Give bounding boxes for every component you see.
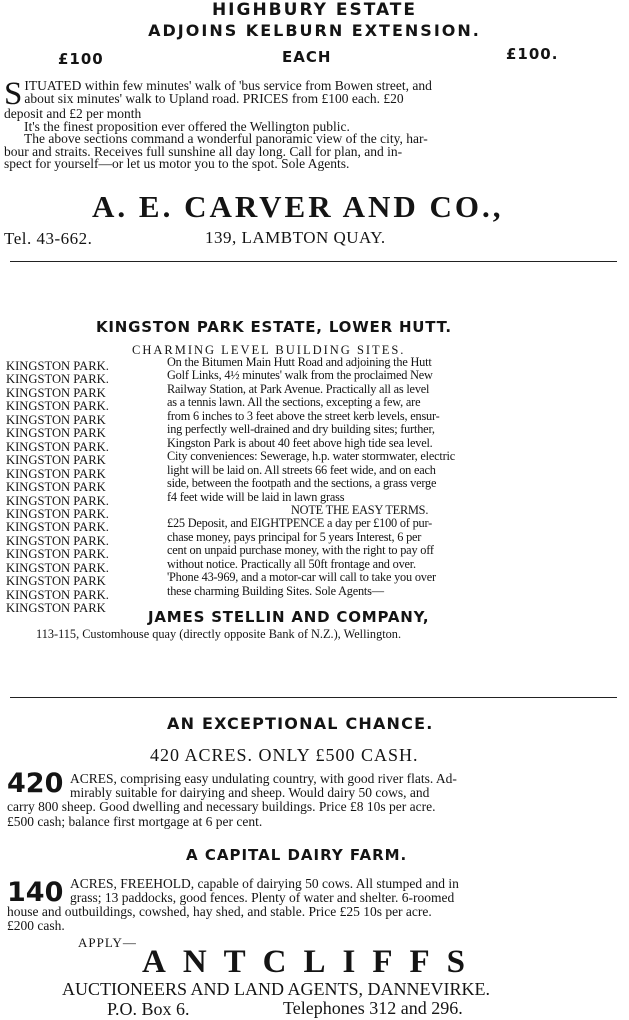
exceptional-line: carry 800 sheep. Good dwelling and necessary buildings. Price £8 10s per acre. (7, 799, 436, 814)
desc-line: City conveniences: Sewerage, h.p. water stormwater, electric (167, 449, 455, 464)
apply-label: APPLY— (78, 935, 137, 950)
desc-line: £25 Deposit, and EIGHTPENCE a day per £100 of pur- (167, 516, 433, 531)
list-item: KINGSTON PARK (6, 574, 106, 589)
list-item: KINGSTON PARK. (6, 587, 109, 602)
desc-line: NOTE THE EASY TERMS. (291, 502, 429, 517)
dairy-line: house and outbuildings, cowshed, hay shed, and stable. Price £25 10s per acre. (7, 904, 432, 919)
antcliffs-agent-name: ANTCLIFFS (142, 944, 483, 980)
desc-line: On the Bitumen Main Hutt Road and adjoining the Hutt (167, 355, 432, 369)
desc-line: ing perfectly well-drained and dry building sites; further, (167, 422, 435, 437)
kingston-left-list (6, 360, 109, 616)
stellin-address: 113-115, Customhouse quay (directly opposite Bank of N.Z.), Wellington. (36, 627, 402, 641)
highbury-title: HIGHBURY ESTATE (211, 0, 418, 20)
desc-line: It's the finest proposition ever offered the Wellington public. (24, 118, 350, 134)
carver-address: 139, LAMBTON QUAY. (205, 228, 386, 247)
price-left: £100 (58, 50, 104, 68)
desc-line: from 6 inches to 3 feet above the street kerb levels, ensur- (167, 408, 440, 423)
dairy-line: ACRES, FREEHOLD, capable of dairying 50 cows. All stumped and in (70, 876, 459, 891)
list-item: KINGSTON PARK (6, 426, 106, 441)
dairy-line: £200 cash. (7, 918, 65, 933)
drop-cap: S (4, 76, 23, 112)
desc-line: f4 feet wide will be laid in lawn grass (167, 489, 345, 504)
desc-line: 'Phone 43-969, and a motor-car will call to take you over (167, 570, 436, 585)
list-item: KINGSTON PARK. (6, 372, 109, 387)
po-box: P.O. Box 6. (107, 999, 190, 1019)
desc-line: light will be laid on. All streets 66 feet wide, and on each (167, 462, 436, 477)
exceptional-line: mirably suitable for dairying and sheep. Would dairy 50 cows, and (70, 785, 430, 800)
exceptional-title: AN EXCEPTIONAL CHANCE. (167, 714, 434, 733)
exceptional-subtitle: 420 ACRES. ONLY £500 CASH. (150, 745, 419, 765)
desc-line: without notice. Practically all 50ft frontage and over. (167, 556, 416, 571)
price-center: EACH (282, 48, 332, 66)
desc-line: about six minutes' walk to Upland road. PRICES from £100 each. £20 (24, 90, 404, 106)
list-item: KINGSTON PARK (6, 453, 106, 468)
dairy-line: grass; 13 paddocks, good fences. Plenty of water and shelter. 6-roomed (70, 890, 455, 905)
desc-line: as a tennis lawn. All the sections, excepting a few, are (167, 395, 421, 410)
desc-line: The above sections command a wonderful panoramic view of the city, har- (24, 131, 428, 147)
antcliffs-description: AUCTIONEERS AND LAND AGENTS, DANNEVIRKE. (62, 979, 490, 999)
exceptional-line: £500 cash; balance first mortgage at 6 per cent. (7, 814, 263, 829)
desc-line: bour and straits. Receives full sunshine all day long. Call for plan, and in- (4, 143, 403, 159)
desc-line: chase money, pays principal for 5 years Interest, 6 per (167, 529, 422, 544)
price-right: £100. (506, 45, 559, 63)
desc-line: Golf Links, 4½ minutes' walk from the proclaimed New (167, 368, 433, 383)
list-item: KINGSTON PARK (6, 601, 106, 616)
list-item: KINGSTON PARK (6, 385, 106, 400)
carver-agent-name: A. E. CARVER AND CO., (92, 189, 504, 224)
list-item: KINGSTON PARK. (6, 533, 109, 548)
exceptional-line: ACRES, comprising easy undulating country, with good river flats. Ad- (70, 771, 457, 786)
carver-tel: Tel. 43-662. (4, 229, 93, 248)
divider (10, 697, 617, 698)
desc-line: spect for yourself—or let us motor you to the spot. Sole Agents. (4, 156, 350, 172)
list-item: KINGSTON PARK. (6, 359, 109, 373)
acres-number-420: 420 (7, 768, 64, 799)
list-item: KINGSTON PARK (6, 412, 106, 427)
list-item: KINGSTON PARK. (6, 547, 109, 562)
desc-line: Kingston Park is about 40 feet above high tide sea level. (167, 435, 433, 450)
list-item: KINGSTON PARK. (6, 493, 109, 508)
stellin-agent-name: JAMES STELLIN AND COMPANY, (148, 608, 430, 626)
desc-line: deposit and £2 per month (4, 106, 142, 121)
kingston-description (167, 356, 455, 598)
acres-number-140: 140 (7, 877, 64, 908)
desc-line: these charming Building Sites. Sole Agents— (167, 583, 384, 598)
kingston-title: KINGSTON PARK ESTATE, LOWER HUTT. (96, 318, 452, 336)
list-item: KINGSTON PARK. (6, 399, 109, 414)
list-item: KINGSTON PARK (6, 480, 106, 495)
telephones: Telephones 312 and 296. (283, 998, 463, 1018)
list-item: KINGSTON PARK. (6, 520, 109, 535)
list-item: KINGSTON PARK (6, 466, 106, 481)
divider (10, 261, 617, 262)
kingston-subtitle: CHARMING LEVEL BUILDING SITES. (132, 343, 406, 357)
highbury-description (4, 76, 622, 172)
list-item: KINGSTON PARK. (6, 439, 109, 454)
desc-line: Railway Station, at Park Avenue. Practically all as level (167, 381, 430, 396)
desc-line: cent on unpaid purchase money, with the right to pay off (167, 543, 434, 558)
highbury-subtitle: ADJOINS KELBURN EXTENSION. (148, 21, 481, 40)
desc-line: ITUATED within few minutes' walk of 'bus service from Bowen street, and (24, 78, 432, 93)
list-item: KINGSTON PARK. (6, 506, 109, 521)
list-item: KINGSTON PARK. (6, 560, 109, 575)
desc-line: side, between the footpath and the sections, a grass verge (167, 476, 437, 491)
dairy-title: A CAPITAL DAIRY FARM. (186, 846, 408, 864)
